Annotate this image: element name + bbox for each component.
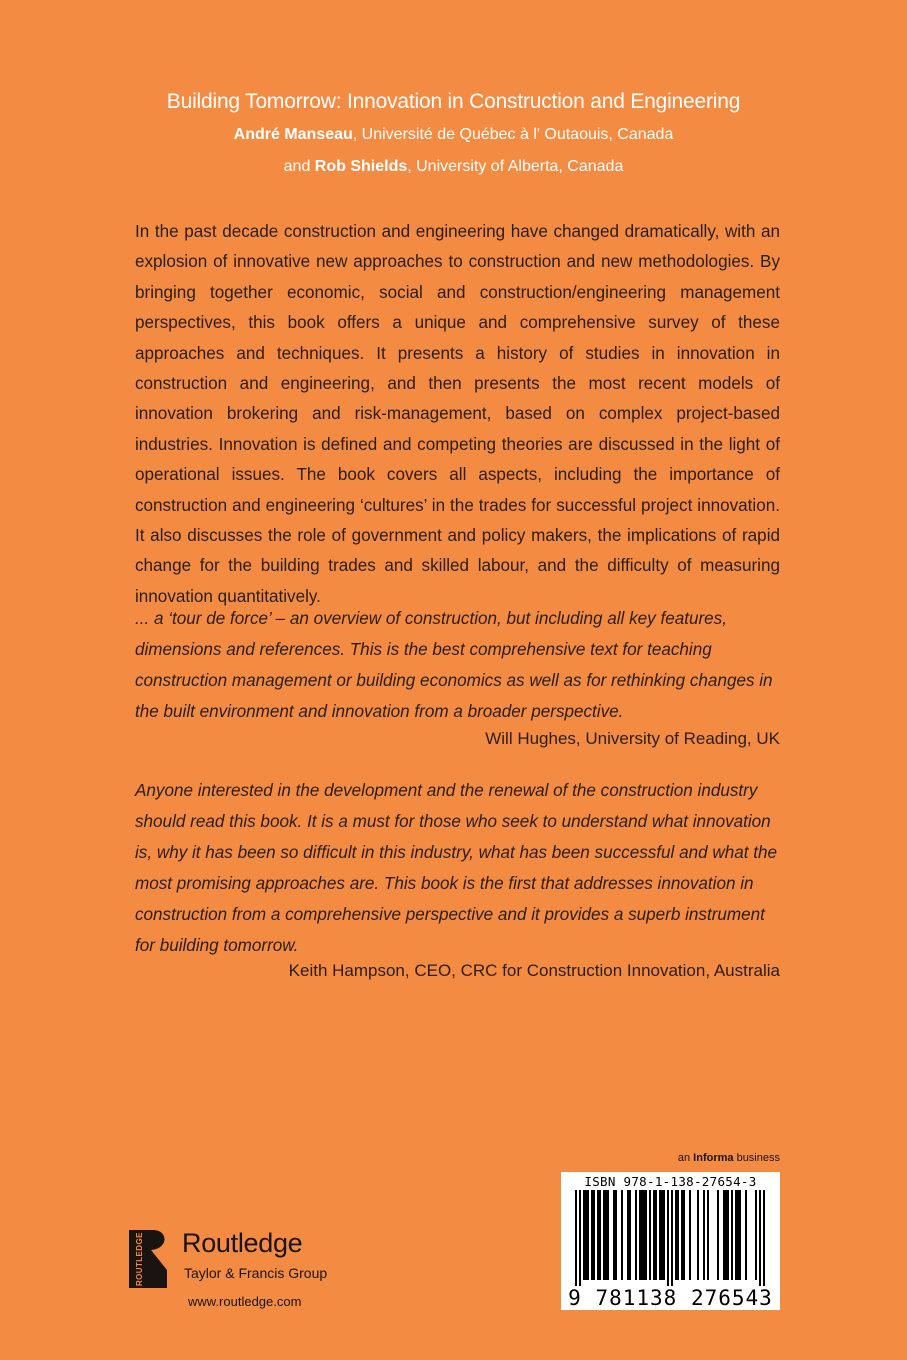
barcode-bar <box>649 1190 651 1280</box>
barcode-bar <box>603 1190 605 1280</box>
endorsement-attribution: Will Hughes, University of Reading, UK <box>485 729 780 748</box>
barcode-bar <box>635 1190 637 1280</box>
barcode-bar <box>655 1190 657 1280</box>
isbn-barcode <box>561 1172 780 1310</box>
barcode-bar <box>723 1190 725 1280</box>
barcode-bar <box>675 1190 677 1280</box>
endorsement-quote: ... a ‘tour de force’ – an overview of construction, but including all key features, dimensions and references. This is the best comprehensive text for teaching construction management or building economics as well as for rethinking changes in the built environment and innovation from a broader perspective. <box>135 609 773 721</box>
barcode-bar <box>629 1190 631 1280</box>
barcode-bar <box>697 1190 699 1280</box>
author-line-2 <box>0 158 907 176</box>
barcode-bars <box>571 1190 770 1286</box>
barcode-bar <box>591 1190 593 1280</box>
barcode-bar <box>597 1190 599 1280</box>
barcode-bar <box>735 1190 737 1280</box>
barcode-bar <box>643 1190 645 1280</box>
informa-suffix: business <box>733 1152 780 1164</box>
barcode-bar <box>707 1190 709 1280</box>
barcode-bar <box>763 1190 765 1286</box>
barcode-bar <box>663 1190 665 1280</box>
barcode-bar <box>731 1190 733 1280</box>
barcode-bar <box>755 1190 757 1280</box>
book-title: Building Tomorrow: Innovation in Construction and Engineering <box>166 90 741 113</box>
barcode-bar <box>677 1190 679 1280</box>
barcode-bar <box>605 1190 607 1280</box>
informa-tagline <box>678 1152 780 1164</box>
routledge-logo-icon <box>127 1228 173 1290</box>
barcode-bar <box>671 1190 673 1286</box>
barcode-bar <box>759 1190 761 1286</box>
author-line-1 <box>0 126 907 144</box>
barcode-bar <box>575 1190 577 1286</box>
barcode-bar <box>661 1190 663 1280</box>
barcode-bar <box>653 1190 655 1280</box>
barcode-bar <box>703 1190 705 1280</box>
publisher-group: Taylor & Francis Group <box>184 1265 328 1281</box>
barcode-bar <box>627 1190 629 1280</box>
barcode-bar <box>583 1190 585 1280</box>
endorsement-quote: Anyone interested in the development and the renewal of the construction industry should read this book. It is a must for those who seek to understand what innovation is, why it has been so difficult in this industry, what has been successful and what the most promising approaches are. This book is the first that addresses innovation in construction from a comprehensive perspective and it provides a superb instrument for building tomorrow. <box>135 781 777 955</box>
author-prefix: and <box>283 158 315 175</box>
barcode-bar <box>607 1190 609 1280</box>
informa-brand: Informa <box>693 1152 734 1164</box>
barcode-bar <box>745 1190 747 1280</box>
isbn-digits: 9 781138 276543 <box>568 1286 773 1310</box>
barcode-bar <box>587 1190 589 1280</box>
endorsement-attribution: Keith Hampson, CEO, CRC for Construction Innovation, Australia <box>288 961 780 980</box>
barcode-bar <box>593 1190 595 1280</box>
barcode-bar <box>683 1190 685 1280</box>
barcode-bar <box>737 1190 739 1280</box>
author-affiliation: , Université de Québec à l' Outaouis, Canada <box>352 126 674 143</box>
publisher-url[interactable]: www.routledge.com <box>188 1294 302 1309</box>
barcode-bar <box>689 1190 691 1280</box>
barcode-bar <box>615 1190 617 1280</box>
informa-prefix: an <box>677 1152 694 1164</box>
author-name: Rob Shields <box>314 158 408 175</box>
author-name: André Manseau <box>233 126 353 143</box>
logo-mark-text: ROUTLEDGE <box>135 1232 144 1286</box>
barcode-bar <box>621 1190 623 1280</box>
barcode-bar <box>585 1190 587 1280</box>
barcode-bar <box>613 1190 615 1280</box>
book-description: In the past decade construction and engineering have changed dramatically, with an explosion of innovative new approaches to construction and new methodologies. By bringing together economic, social and construction/engineering management perspectives, this book offers a unique and comprehensive survey of these approaches and techniques. It presents a history of studies in innovation in construction and engineering, and then presents the most recent models of innovation brokering and risk-management, based on complex project-based industries. Innovation is defined and competing theories are discussed in the light of operational issues. The book covers all aspects, including the importance of construction and engineering ‘cultures’ in the trades for successful project innovation. It also discusses the role of government and policy makers, the implications of rapid change for the building trades and skilled labour, and the difficulty of measuring innovation quantitatively. <box>135 222 780 606</box>
barcode-bar <box>717 1190 719 1280</box>
barcode-bar <box>725 1190 727 1280</box>
isbn-label: ISBN 978-1-138-27654-3 <box>584 1174 757 1189</box>
author-affiliation: , University of Alberta, Canada <box>407 158 624 175</box>
barcode-bar <box>739 1190 741 1280</box>
barcode-bar <box>727 1190 729 1280</box>
barcode-bar <box>599 1190 601 1280</box>
barcode-bar <box>579 1190 581 1286</box>
publisher-name: Routledge <box>182 1228 303 1258</box>
barcode-bar <box>639 1190 641 1280</box>
barcode-bar <box>667 1190 669 1286</box>
barcode-bar <box>645 1190 647 1280</box>
barcode-bar <box>641 1190 643 1280</box>
barcode-bar <box>681 1190 683 1280</box>
barcode-bar <box>659 1190 661 1280</box>
